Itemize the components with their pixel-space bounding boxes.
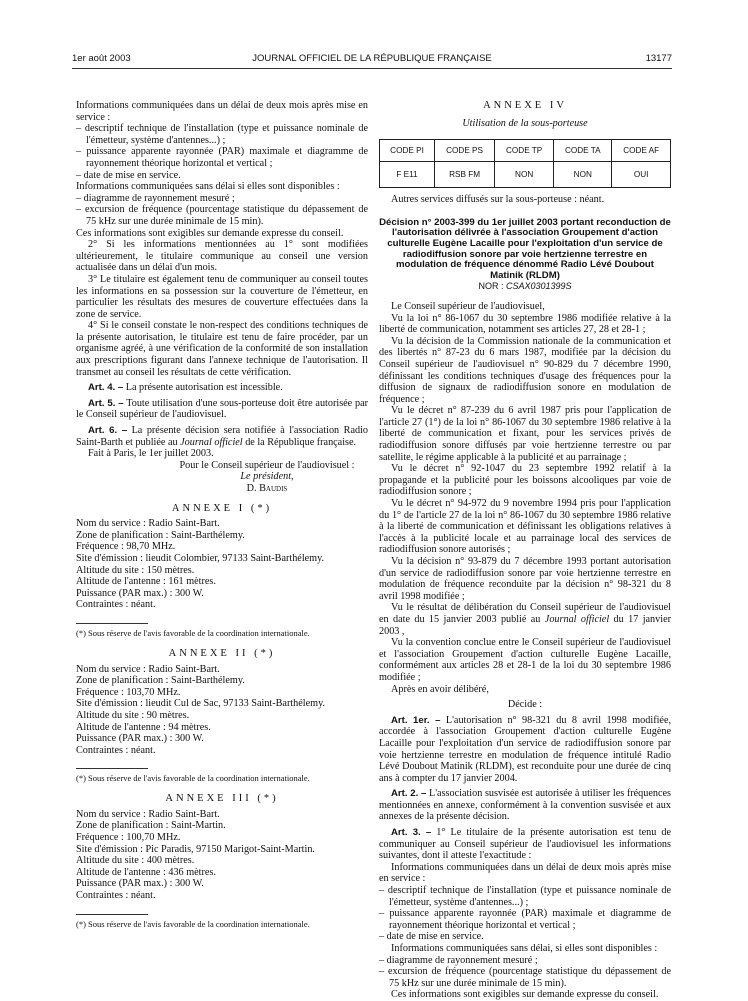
annexe-line: Altitude de l'antenne : 94 mètres. [76,721,211,733]
annexe-line: Altitude du site : 90 mètres. [76,709,190,721]
annexe-3-title: ANNEXE III (*) [165,793,279,805]
article-1: Art. 1er. – L'autorisation n° 98-321 du 8 avril 1998 modifiée, accordée à l'association Groupement d'action culturelle Eugène Lacaille pour l'exploitation d'un service de radiodiffusion sonore par voie hertzienne terrestre en modulation de fréquence intitulé Radio Lévé Doubout Matinik (RLDM), est reconduite pour une durée de cinq ans à compter du 17 janvier 2004. [379,714,672,784]
annexe-line: Puissance (PAR max.) : 300 W. [76,587,204,599]
article-2: Art. 2. – L'association susvisée est autorisée à utiliser les fréquences mentionnées en annexe, conformément à la convention susvisée et aux annexes de la présente décision. [379,788,671,823]
annexe-line: Nom du service : Radio Saint-Bart. [76,808,220,820]
annexe-line: Altitude de l'antenne : 161 mètres. [76,576,216,588]
annexe-1-title: ANNEXE I (*) [171,502,273,514]
annexe-line: Puissance (PAR max.) : 300 W. [76,733,204,745]
table-cell: NON [554,162,612,188]
signatory-title: Le président, [240,471,294,483]
annexe-3-lines [76,809,368,902]
paragraph: Le Conseil supérieur de l'audiovisuel, [391,300,545,312]
paragraph: Après en avoir délibéré, [391,683,489,695]
article-6: Art. 6. – La présente décision sera notifiée à l'association Radio Saint-Barth et publiée au Journal officiel de la République française. [76,425,368,448]
paragraph: Autres services diffusés sur la sous-porteuse : néant. [391,194,605,206]
table-header-cell: CODE PS [435,140,495,162]
decide-heading: Décide : [507,699,543,711]
paragraph: Vu la décision n° 93-879 du 7 décembre 1993 portant autorisation d'un service de radiodiffusion sonore par voie hertzienne terrestre en modulation de fréquence reconduite par la décision n° 98-321 du 8 avril 1998 modifiée ; [379,556,671,602]
annexe-line: Site d'émission : lieudit Cul de Sac, 97133 Saint-Barthélemy. [76,698,326,710]
table-row [380,162,671,188]
header-journal-title: JOURNAL OFFICIEL DE LA RÉPUBLIQUE FRANÇAISE [252,53,492,64]
list-item: – excursion de fréquence (pourcentage statistique du dépassement de 75 kHz sur une durée minimale de 15 min). [76,204,368,227]
paragraph: 2° Si les informations mentionnées au 1° sont modifiées ultérieurement, le titulaire communique au conseil une version actualisée dans un délai d'un mois. [76,239,368,274]
paragraph: Vu le résultat de délibération du Conseil supérieur de l'audiovisuel en date du 15 janvier 2003 publié au Journal officiel du 17 janvier 2003 , [379,602,671,637]
annexe-line: Fréquence : 103,70 MHz. [76,686,181,698]
table-header-row [380,140,671,162]
right-column [379,100,671,1001]
paragraph: Vu la loi n° 86-1067 du 30 septembre 1986 modifiée relative à la liberté de communication, notamment ses articles 27, 28 et 28-1 ; [379,312,671,336]
paragraph: 4° Si le conseil constate le non-respect des conditions techniques de la présente autorisation, le titulaire est tenu de faire procéder, par un organisme agréé, à une vérification de la conformité de son installation aux prescriptions figurant dans l'annexe technique de l'autorisation. Il transmet au conseil les résultats de cette vérification. [76,320,368,378]
paragraph: 3° Le titulaire est également tenu de communiquer au conseil toutes les informations en sa possession sur la couverture de l'émetteur, en particulier les résultats des mesures de couverture effectuées dans la zone de service. [76,273,368,320]
list-item: – descriptif technique de l'installation (type et puissance nominale de l'émetteur, système d'antennes...) ; [76,123,368,146]
article-3: Art. 3. – 1° Le titulaire de la présente autorisation est tenu de communiquer au Conseil supérieur de l'audiovisuel les informations suivantes, dont il atteste l'exactitude : [379,827,671,862]
table-cell: NON [495,162,554,188]
footnote: (*) Sous réserve de l'avis favorable de la coordination internationale. [76,627,310,638]
annexe-line: Puissance (PAR max.) : 300 W. [76,878,204,890]
subcarrier-table [379,139,671,188]
page-header [72,53,672,69]
list-item: – date de mise en service. [76,169,181,181]
list-item: – date de mise en service. [379,931,484,943]
nor-reference: NOR : CSAX0301399S [478,281,572,292]
paragraph: Vu la convention conclue entre le Conseil supérieur de l'audiovisuel et l'association Groupement d'action culturelle Eugène Lacaille, conformément aux articles 28 et 28-1 de la loi du 30 septembre 1986 modifiée ; [379,637,671,683]
annexe-line: Nom du service : Radio Saint-Bart. [76,663,220,675]
paragraph: Vu le décret n° 92-1047 du 23 septembre 1992 relatif à la propagande et la publicité pour les boissons alcooliques par voie de radiodiffusion sonore ; [379,463,671,498]
decision-title: Décision n° 2003-399 du 1er juillet 2003 portant reconduction de l'autorisation délivrée à l'association Groupement d'action culturelle Eugène Lacaille pour l'exploitation d'un service de radiodiffusion sonore par voie hertzienne terrestre en modulation de fréquence dénommé Radio Lévé Doubout Matinik (RLDM) [379,216,671,281]
header-rule [72,68,672,69]
table-header-cell: CODE PI [380,140,435,162]
list-item: – diagramme de rayonnement mesuré ; [76,192,235,204]
article-4: Art. 4. – La présente autorisation est incessible. [88,382,283,394]
paragraph: Vu le décret n° 94-972 du 9 novembre 1994 pris pour l'application du 1° de l'article 27 de la loi n° 86-1067 du 30 septembre 1986 relative à la liberté de communication et définissant les obligations relatives à l'accès à la publicité locale et au parrainage local des services de radiodiffusion sonore autorisés ; [379,498,671,556]
left-column [76,100,368,929]
annexe-1-lines [76,518,368,611]
annexe-line: Fréquence : 100,70 MHz. [76,832,181,844]
footnote: (*) Sous réserve de l'avis favorable de la coordination internationale. [76,918,310,929]
annexe-4-title: ANNEXE IV [483,100,567,111]
annexe-line: Altitude de l'antenne : 436 mètres. [76,866,216,878]
list-item: – puissance apparente rayonnée (PAR) maximale et diagramme de rayonnement théorique horizontal et vertical ; [379,908,671,931]
footnote: (*) Sous réserve de l'avis favorable de la coordination internationale. [76,773,310,784]
list-item: – diagramme de rayonnement mesuré ; [379,954,538,966]
annexe-line: Nom du service : Radio Saint-Bart. [76,518,220,530]
annexe-line: Altitude du site : 400 mètres. [76,855,195,867]
annexe-2-title: ANNEXE II (*) [168,647,276,659]
paragraph: Vu le décret n° 87-239 du 6 avril 1987 pris pour l'application de l'article 27 (1°) de la loi n° 86-1067 du 30 septembre 1986 relative à la liberté de communication et fixant, pour les services privés de radiodiffusion sonore diffusés par voie hertzienne terrestre ou par satellite, le régime applicable à la publicité et au parrainage ; [379,405,671,463]
annexe-2-lines [76,664,368,757]
table-header-cell: CODE TP [495,140,554,162]
table-header-cell: CODE TA [554,140,612,162]
annexe-line: Fréquence : 98,70 MHz. [76,541,176,553]
list-item: – excursion de fréquence (pourcentage statistique du dépassement de 75 kHz sur une durée minimale de 15 min). [379,966,671,989]
list-item: – puissance apparente rayonnée (PAR) maximale et diagramme de rayonnement théorique horizontal et vertical ; [76,146,368,169]
table-cell: RSB FM [435,162,495,188]
annexe-line: Altitude du site : 150 mètres. [76,564,195,576]
signatory-role: Pour le Conseil supérieur de l'audiovisuel : [179,459,355,471]
annexe-line: Contraintes : néant. [76,744,156,756]
header-date: 1er août 2003 [72,53,131,64]
table-cell: OUI [612,162,671,188]
annexe-line: Zone de planification : Saint-Barthélemy. [76,675,245,687]
paragraph: Informations communiquées dans un délai de deux mois après mise en service : [76,100,368,123]
annexe-line: Zone de planification : Saint-Martin. [76,820,226,832]
annexe-line: Contraintes : néant. [76,890,156,902]
paragraph: Ces informations sont exigibles sur demande expresse du conseil. [76,227,344,239]
paragraph: Informations communiquées dans un délai de deux mois après mise en service : [379,861,671,885]
header-page-number: 13177 [645,53,672,64]
paragraph: Informations communiquées sans délai si elles sont disponibles : [76,181,340,193]
signatory-block [76,460,368,495]
annexe-line: Contraintes : néant. [76,599,156,611]
signing-place-date: Fait à Paris, le 1er juillet 2003. [88,448,214,460]
list-item: – descriptif technique de l'installation (type et puissance nominale de l'émetteur, système d'antennes...) ; [379,885,671,908]
table-header-cell: CODE AF [612,140,671,162]
paragraph: Ces informations sont exigibles sur demande expresse du conseil. [391,989,659,1001]
annexe-line: Site d'émission : lieudit Colombier, 97133 Saint-Barthélemy. [76,552,325,564]
signatory-name: D. Baudis [246,483,288,494]
table-cell: F E11 [380,162,435,188]
annexe-4-subtitle: Utilisation de la sous-porteuse [462,117,588,129]
article-5: Art. 5. – Toute utilisation d'une sous-porteuse doit être autorisée par le Conseil supérieur de l'audiovisuel. [76,397,368,421]
paragraph: Informations communiquées sans délai, si elles sont disponibles : [391,943,658,954]
annexe-line: Site d'émission : Pic Paradis, 97150 Marigot-Saint-Martin. [76,843,315,855]
annexe-line: Zone de planification : Saint-Barthélemy. [76,529,245,541]
paragraph: Vu la décision de la Commission nationale de la communication et des libertés n° 87-23 du 6 mars 1987, modifiée par la décision du Conseil supérieur de l'audiovisuel n° 90-829 du 7 décembre 1990, définissant les conditions techniques d'usage des fréquences pour la diffusion de signaux de radiodiffusion sonore en modulation de fréquence ; [379,335,671,405]
